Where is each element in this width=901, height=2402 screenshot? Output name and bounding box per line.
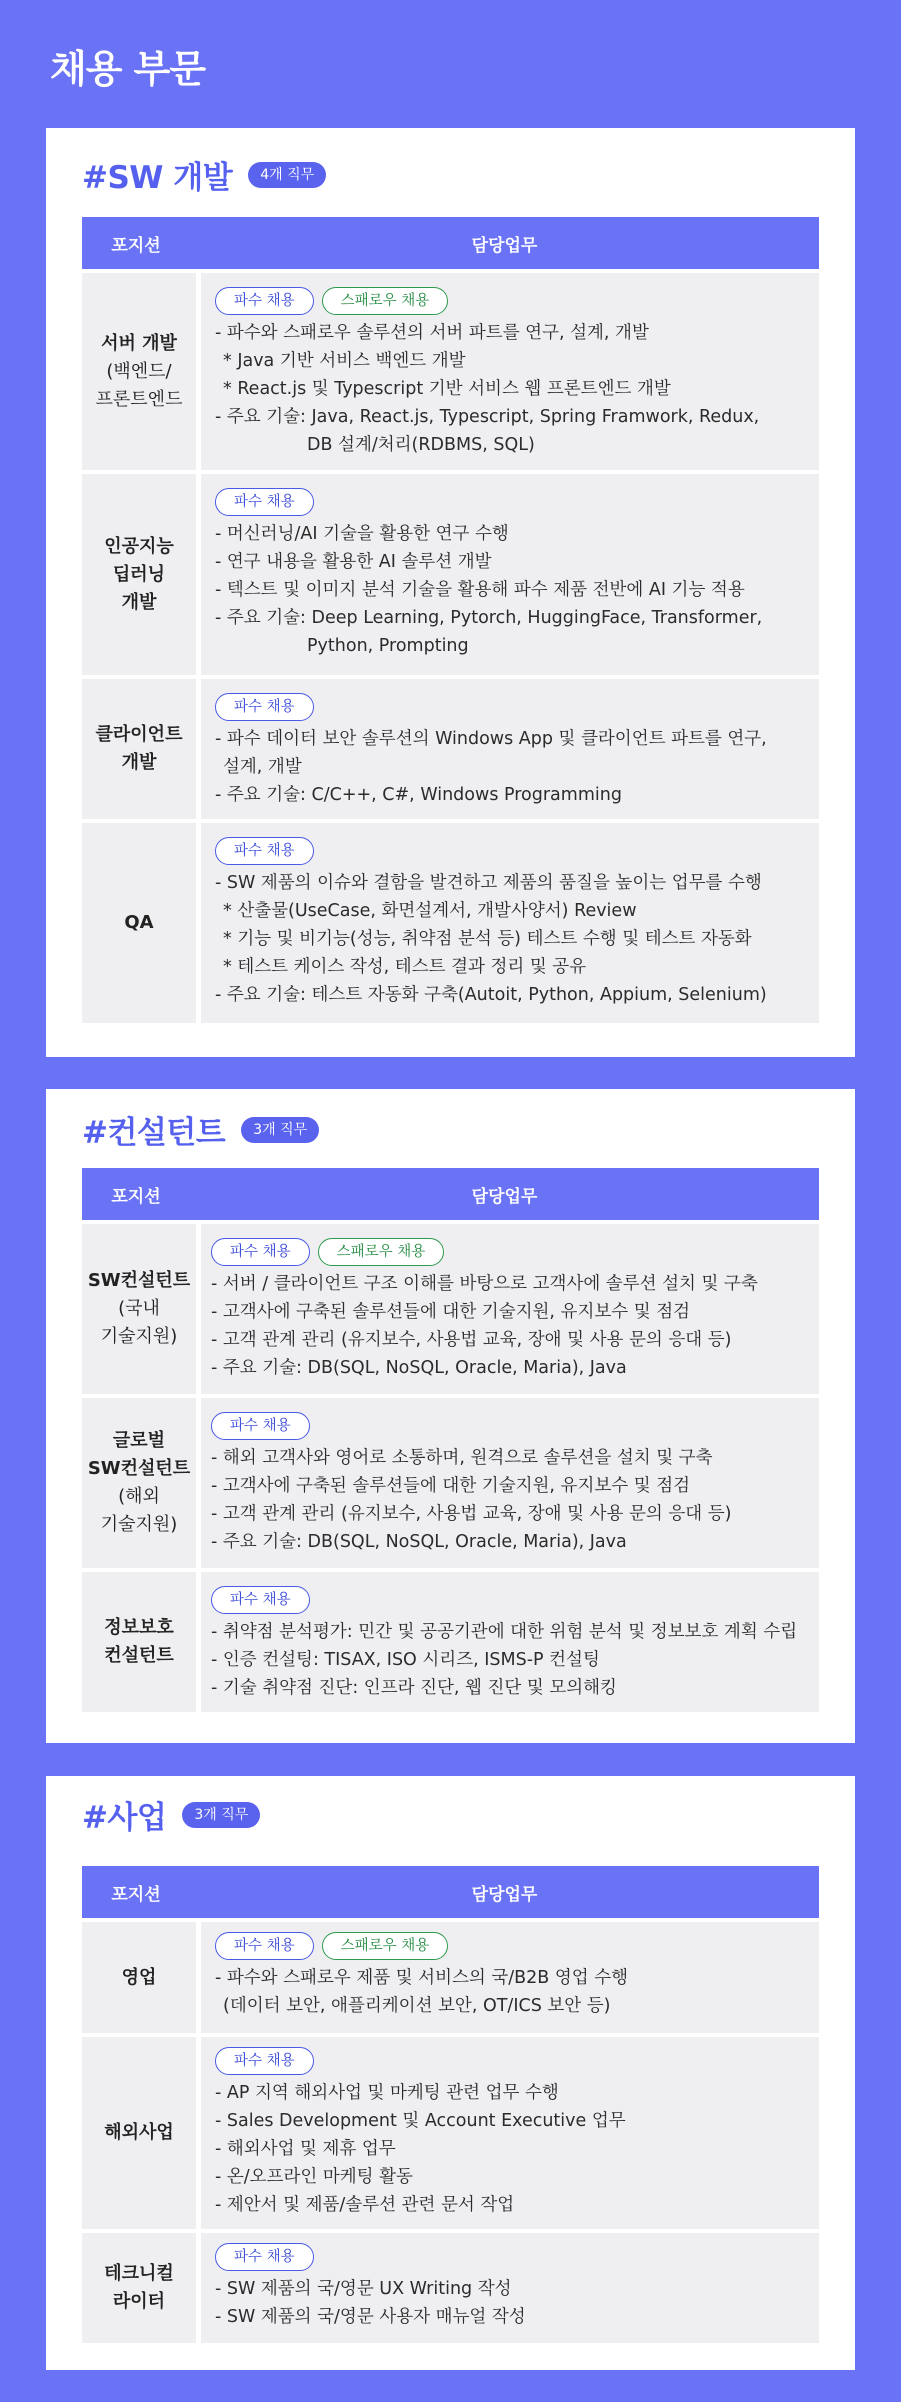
- position-cell: [82, 474, 196, 675]
- duty-line: - SW 제품의 국/영문 사용자 매뉴얼 작성: [215, 2307, 526, 2327]
- hire-tag-fasoo: 파수 채용: [211, 1238, 310, 1266]
- duty-line: * Java 기반 서비스 백엔드 개발: [223, 351, 466, 371]
- position-cell: [82, 1398, 196, 1568]
- duty-line: - 서버 / 클라이언트 구조 이해를 바탕으로 고객사에 솔루션 설치 및 구축: [211, 1274, 758, 1294]
- hire-tag-sparrow: 스패로우 채용: [322, 287, 449, 315]
- position-sub: 기술지원): [100, 1514, 178, 1535]
- duty-line: DB 설계/처리(RDBMS, SQL): [307, 435, 535, 455]
- table-row: [82, 474, 819, 675]
- duty-line: - 주요 기술: Deep Learning, Pytorch, HuggingFace, Transformer,: [215, 608, 763, 628]
- hire-tag-fasoo: 파수 채용: [215, 837, 314, 865]
- hire-tag-fasoo: 파수 채용: [215, 1932, 314, 1960]
- duty-line: - Sales Development 및 Account Executive 업무: [215, 2111, 626, 2131]
- position-name: 클라이언트: [95, 724, 183, 745]
- duty-line: - SW 제품의 이슈와 결함을 발견하고 제품의 품질을 높이는 업무를 수행: [215, 873, 762, 893]
- duty-cell: [201, 1922, 819, 2033]
- table-header: [82, 217, 819, 269]
- hire-tag-fasoo: 파수 채용: [211, 1412, 310, 1440]
- hire-tag-fasoo: 파수 채용: [211, 1586, 310, 1614]
- position-name: 개발: [121, 752, 157, 773]
- section-header: [82, 1792, 260, 1837]
- position-name: 글로벌: [112, 1430, 166, 1451]
- hire-tag-fasoo: 파수 채용: [215, 693, 314, 721]
- duty-cell: [201, 2037, 819, 2229]
- position-name: QA: [124, 912, 154, 933]
- duty-line: - SW 제품의 국/영문 UX Writing 작성: [215, 2279, 512, 2299]
- duty-cell: [201, 679, 819, 819]
- header-position: 포지션: [111, 1186, 161, 1207]
- header-position: 포지션: [111, 235, 161, 256]
- table-header: [82, 1866, 819, 1918]
- position-sub: 기술지원): [100, 1326, 178, 1347]
- duty-line: - 주요 기술: 테스트 자동화 구축(Autoit, Python, Appium, Selenium): [215, 985, 767, 1005]
- hire-tag-fasoo: 파수 채용: [215, 287, 314, 315]
- position-name: 영업: [121, 1966, 157, 1988]
- duty-line: - 주요 기술: DB(SQL, NoSQL, Oracle, Maria), Java: [211, 1532, 627, 1552]
- section-title: #SW 개발: [82, 160, 233, 196]
- position-cell: [82, 679, 196, 819]
- position-sub: (해외: [118, 1486, 160, 1507]
- duty-cell: [201, 1224, 819, 1394]
- duty-line: - AP 지역 해외사업 및 마케팅 관련 업무 수행: [215, 2083, 559, 2103]
- duty-line: * 기능 및 비기능(성능, 취약점 분석 등) 테스트 수행 및 테스트 자동화: [223, 929, 752, 949]
- position-cell: [82, 1224, 196, 1394]
- hire-tag-fasoo: 파수 채용: [215, 2243, 314, 2271]
- position-sub: 프론트엔드: [95, 388, 183, 410]
- table-row: [82, 823, 819, 1023]
- position-sub: (국내: [118, 1298, 160, 1319]
- duty-line: - 주요 기술: DB(SQL, NoSQL, Oracle, Maria), Java: [211, 1358, 627, 1378]
- duty-line: - 고객 관계 관리 (유지보수, 사용법 교육, 장애 및 사용 문의 응대 등): [211, 1504, 732, 1524]
- duty-line: - 연구 내용을 활용한 AI 솔루션 개발: [215, 552, 492, 572]
- position-name: SW컨설턴트: [87, 1270, 191, 1291]
- table-header: [82, 1168, 819, 1220]
- position-cell: [82, 273, 196, 470]
- table-row: [82, 2037, 819, 2229]
- job-count-badge: 3개 직무: [241, 1117, 319, 1143]
- position-name: 딥러닝: [112, 563, 166, 585]
- section-card-consultant: [46, 1089, 855, 1743]
- position-name: 인공지능: [104, 535, 174, 557]
- job-count-badge: 3개 직무: [182, 1802, 260, 1828]
- position-cell: [82, 2233, 196, 2343]
- duty-line: - 고객사에 구축된 솔루션들에 대한 기술지원, 유지보수 및 점검: [211, 1302, 691, 1322]
- duty-line: * 테스트 케이스 작성, 테스트 결과 정리 및 공유: [223, 957, 587, 977]
- duty-cell: [201, 1572, 819, 1712]
- table-row: [82, 2233, 819, 2343]
- position-cell: [82, 2037, 196, 2229]
- duty-line: - 취약점 분석평가: 민간 및 공공기관에 대한 위험 분석 및 정보보호 계획 수립: [211, 1622, 798, 1642]
- duty-line: - 기술 취약점 진단: 인프라 진단, 웹 진단 및 모의해킹: [211, 1678, 617, 1698]
- duty-line: (데이터 보안, 애플리케이션 보안, OT/ICS 보안 등): [223, 1996, 611, 2016]
- position-name: 서버 개발: [101, 332, 177, 354]
- page-title: 채용 부문: [50, 47, 206, 91]
- section-header: [82, 1107, 319, 1152]
- table-row: [82, 679, 819, 819]
- duty-cell: [201, 2233, 819, 2343]
- duty-line: - 파수와 스패로우 제품 및 서비스의 국/B2B 영업 수행: [215, 1968, 629, 1988]
- duty-line: - 텍스트 및 이미지 분석 기술을 활용해 파수 제품 전반에 AI 기능 적용: [215, 580, 745, 600]
- duty-line: - 주요 기술: Java, React.js, Typescript, Spring Framwork, Redux,: [215, 407, 760, 427]
- position-name: 개발: [121, 591, 157, 613]
- position-cell: [82, 1922, 196, 2033]
- position-sub: (백엔드/: [106, 360, 172, 382]
- position-name: 해외사업: [104, 2122, 174, 2143]
- duty-cell: [201, 1398, 819, 1568]
- table-row: [82, 1572, 819, 1712]
- job-count-badge: 4개 직무: [248, 162, 326, 188]
- hire-tag-sparrow: 스패로우 채용: [318, 1238, 445, 1266]
- duty-line: - 파수와 스패로우 솔루션의 서버 파트를 연구, 설계, 개발: [215, 323, 649, 343]
- duty-line: * React.js 및 Typescript 기반 서비스 웹 프론트엔드 개발: [223, 379, 671, 399]
- hire-tag-fasoo: 파수 채용: [215, 488, 314, 516]
- table-row: [82, 1398, 819, 1568]
- duty-cell: [201, 474, 819, 675]
- header-duty: 담당업무: [471, 1884, 538, 1905]
- duty-cell: [201, 823, 819, 1023]
- duty-line: - 고객사에 구축된 솔루션들에 대한 기술지원, 유지보수 및 점검: [211, 1476, 691, 1496]
- duty-line: - 제안서 및 제품/솔루션 관련 문서 작업: [215, 2195, 515, 2215]
- duty-line: - 인증 컨설팅: TISAX, ISO 시리즈, ISMS-P 컨설팅: [211, 1650, 600, 1670]
- job-table: [82, 1866, 819, 2343]
- duty-line: - 파수 데이터 보안 솔루션의 Windows App 및 클라이언트 파트를 연구,: [215, 729, 767, 749]
- duty-line: - 고객 관계 관리 (유지보수, 사용법 교육, 장애 및 사용 문의 응대 등): [211, 1330, 732, 1350]
- duty-line: - 머신러닝/AI 기술을 활용한 연구 수행: [215, 524, 509, 544]
- section-card-business: [46, 1776, 855, 2370]
- duty-cell: [201, 273, 819, 470]
- duty-line: Python, Prompting: [307, 636, 469, 656]
- position-name: 라이터: [112, 2291, 166, 2312]
- job-table: [82, 1168, 819, 1712]
- section-title: #사업: [82, 1800, 167, 1836]
- position-name: 컨설턴트: [104, 1645, 174, 1666]
- table-row: [82, 273, 819, 470]
- duty-line: * 산출물(UseCase, 화면설계서, 개발사양서) Review: [223, 901, 637, 921]
- table-row: [82, 1224, 819, 1394]
- hire-tag-fasoo: 파수 채용: [215, 2047, 314, 2075]
- duty-line: - 온/오프라인 마케팅 활동: [215, 2167, 413, 2187]
- position-cell: [82, 823, 196, 1023]
- position-cell: [82, 1572, 196, 1712]
- job-table: [82, 217, 819, 1023]
- position-name: 테크니컬: [104, 2263, 174, 2284]
- header-duty: 담당업무: [471, 235, 538, 256]
- duty-line: - 해외사업 및 제휴 업무: [215, 2139, 396, 2159]
- header-duty: 담당업무: [471, 1186, 538, 1207]
- duty-line: - 주요 기술: C/C++, C#, Windows Programming: [215, 785, 622, 805]
- hire-tag-sparrow: 스패로우 채용: [322, 1932, 449, 1960]
- position-name: SW컨설턴트: [87, 1458, 191, 1479]
- section-title: #컨설턴트: [82, 1115, 226, 1151]
- section-card-sw: [46, 128, 855, 1057]
- section-header: [82, 152, 326, 197]
- duty-line: - 해외 고객사와 영어로 소통하며, 원격으로 솔루션을 설치 및 구축: [211, 1448, 713, 1468]
- table-row: [82, 1922, 819, 2033]
- position-name: 정보보호: [104, 1617, 174, 1638]
- duty-line: 설계, 개발: [223, 757, 302, 777]
- header-position: 포지션: [111, 1884, 161, 1905]
